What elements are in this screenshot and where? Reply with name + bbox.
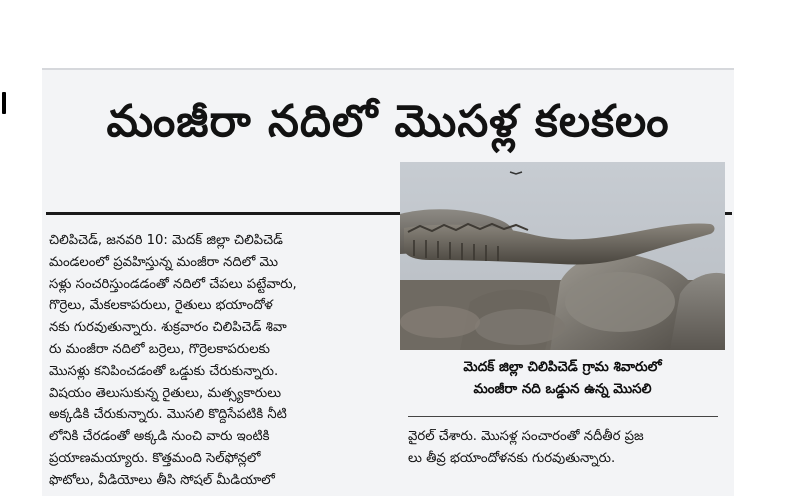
body-line: లోనికి చేరడంతో అక్కడి నుంచి వారు ఇంటికి bbox=[49, 429, 270, 445]
body-line: మొసళ్లు కనిపించడంతో ఒడ్డుకు చేరుకున్నారు. bbox=[49, 363, 279, 379]
body-line: చిలిపిచెడ్, జనవరి 10: మెదక్ జిల్లా చిలిపిచెడ్ bbox=[49, 233, 283, 248]
photo-caption bbox=[400, 356, 725, 410]
caption-line: మెదక్ జిల్లా చిలిపిచెడ్ గ్రామ శివారులో bbox=[463, 359, 662, 375]
caption-rule bbox=[408, 416, 718, 417]
body-line: గొర్రెలు, మేకలకాపరులు, రైతులు భయాందోళ bbox=[49, 298, 273, 314]
body-line: అక్కడికి చేరుకున్నారు. మొసలి కొద్దిసేపటికి నీటి bbox=[49, 407, 287, 423]
crocodile-photo bbox=[400, 162, 725, 350]
body-line: నకు గురవుతున్నారు. శుక్రవారం చిలిపిచెడ్ శివా bbox=[49, 320, 287, 336]
body-line: సళ్లు సంచరిస్తుండడంతో నదిలో చేపలు పట్టేవారు, bbox=[49, 276, 297, 292]
body-line: రు మంజీరా నదిలో బర్రెలు, గొర్రెలకాపరులకు bbox=[49, 341, 270, 357]
caption-line: మంజీరా నది ఒడ్డున ఉన్న మొసలి bbox=[473, 381, 652, 397]
news-clipping bbox=[42, 70, 734, 496]
article-body bbox=[49, 230, 391, 492]
continuation-line: లు తీవ్ర భయాందోళనకు గురవుతున్నారు. bbox=[408, 451, 616, 466]
page-edge-mark bbox=[2, 92, 6, 114]
body-line: మండలంలో ప్రవహిస్తున్న మంజీరా నదిలో మొ bbox=[49, 254, 279, 270]
body-line: విషయం తెలుసుకున్న రైతులు, మత్స్యకారులు bbox=[49, 385, 282, 401]
body-line: ప్రయాణమయ్యారు. కొత్తమంది సెల్‌ఫోన్లలో bbox=[49, 450, 261, 466]
article-continuation bbox=[408, 426, 726, 470]
body-line: ఫొటోలు, వీడియోలు తీసి సోషల్ మీడియాలో bbox=[49, 472, 275, 488]
continuation-line: వైరల్ చేశారు. మొసళ్ల సంచారంతో నదీతీర ప్రజ bbox=[408, 429, 644, 444]
headline: మంజీరా నదిలో మొసళ్ల కలకలం bbox=[106, 96, 670, 147]
